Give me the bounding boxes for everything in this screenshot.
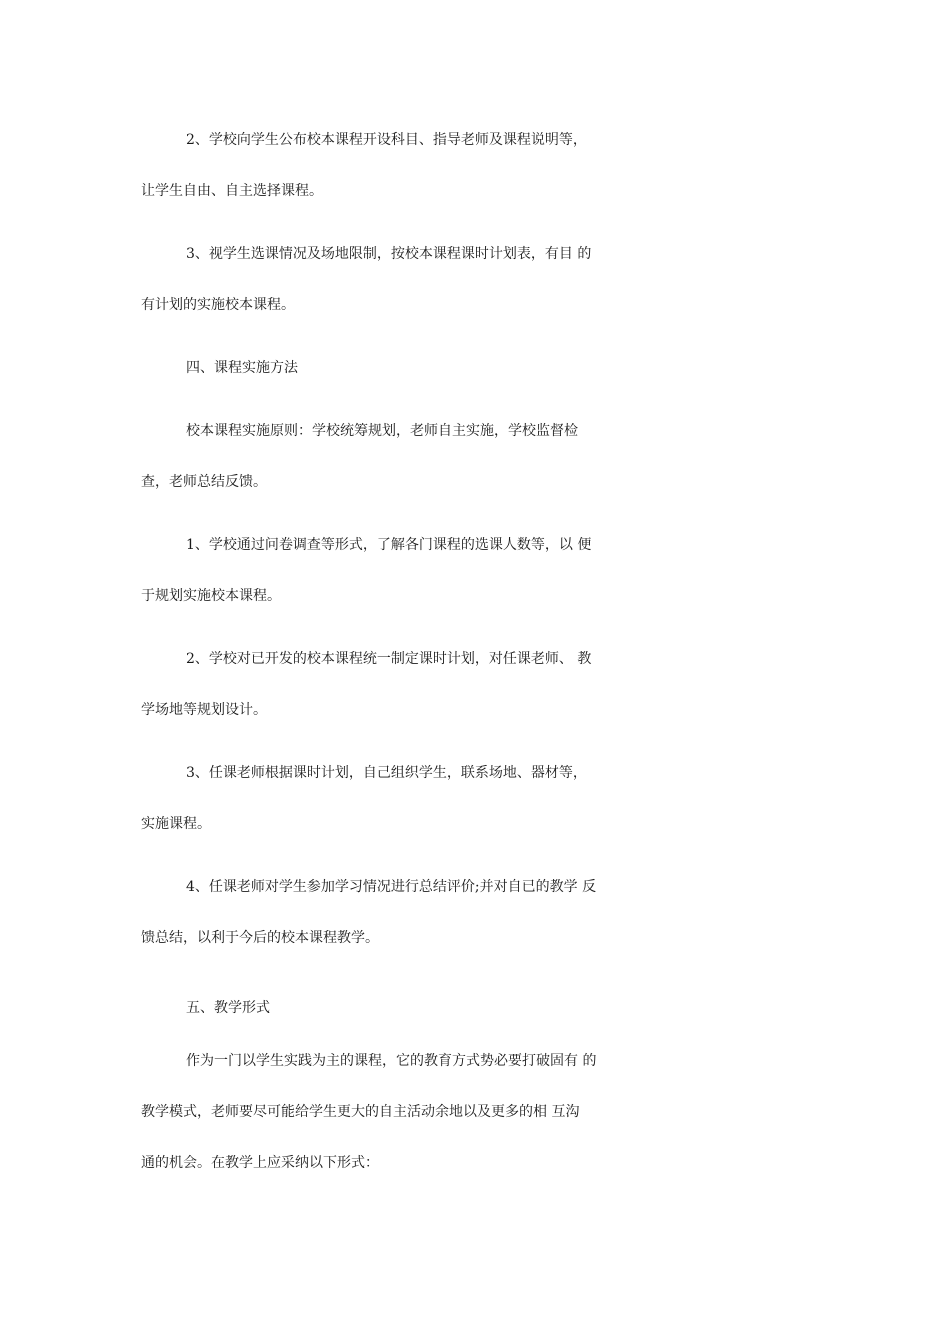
paragraph-line: 实施课程。 xyxy=(141,816,211,832)
paragraph-line: 让学生自由、自主选择课程。 xyxy=(141,183,323,199)
paragraph-line: 馈总结，以利于今后的校本课程教学。 xyxy=(141,930,379,946)
paragraph-line: 2、学校向学生公布校本课程开设科目、指导老师及课程说明等， xyxy=(186,132,587,148)
paragraph-line: 教学模式，老师要尽可能给学生更大的自主活动余地以及更多的相 互沟 xyxy=(141,1104,580,1120)
section-heading: 四、课程实施方法 xyxy=(186,360,298,376)
paragraph-line: 作为一门以学生实践为主的课程，它的教育方式势必要打破固有 的 xyxy=(186,1053,597,1069)
paragraph-line: 有计划的实施校本课程。 xyxy=(141,297,295,313)
paragraph-line: 3、任课老师根据课时计划，自己组织学生，联系场地、器材等， xyxy=(186,765,587,781)
paragraph-line: 2、学校对已开发的校本课程统一制定课时计划，对任课老师、 教 xyxy=(186,651,592,667)
paragraph-line: 4、任课老师对学生参加学习情况进行总结评价;并对自已的教学 反 xyxy=(186,879,597,895)
paragraph-line: 查，老师总结反馈。 xyxy=(141,474,267,490)
paragraph-line: 校本课程实施原则：学校统筹规划，老师自主实施，学校监督检 xyxy=(186,423,578,439)
paragraph-line: 通的机会。在教学上应采纳以下形式： xyxy=(141,1155,379,1171)
paragraph-line: 1、学校通过问卷调查等形式，了解各门课程的选课人数等，以 便 xyxy=(186,537,592,553)
paragraph-line: 学场地等规划设计。 xyxy=(141,702,267,718)
paragraph-line: 于规划实施校本课程。 xyxy=(141,588,281,604)
section-heading: 五、教学形式 xyxy=(186,1000,270,1016)
paragraph-line: 3、视学生选课情况及场地限制，按校本课程课时计划表，有目 的 xyxy=(186,246,592,262)
